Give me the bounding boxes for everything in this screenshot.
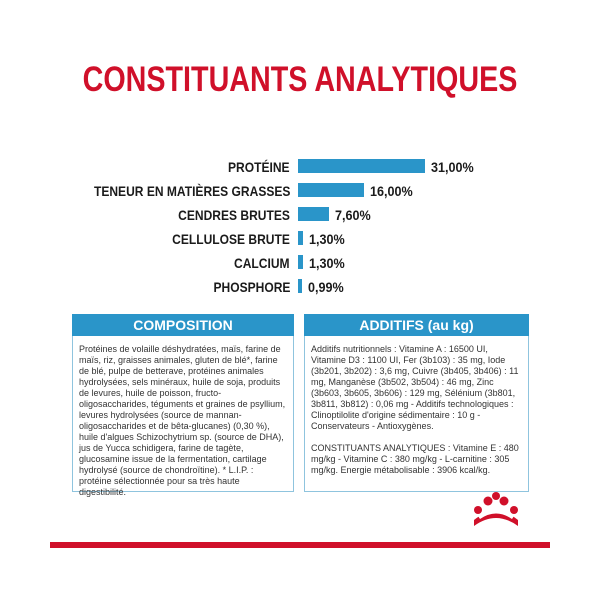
bottom-divider	[50, 542, 550, 548]
additifs-body	[304, 336, 529, 492]
page-title: CONSTITUANTS ANALYTIQUES	[82, 60, 518, 99]
composition-text: Protéines de volaille déshydratées, maïs, farine de maïs, riz, graisses animales, gluten de blé*, farine de blé, pulpe de betterave, protéines animales hydrolysées, sels minéraux, huile de soja, produits de levures, huile de poisson, fructo-oligosaccharides, téguments et graines de psyllium, levures hydrolysées (source de mannan-oligosaccharides et de bêta-glucanes) (0,30 %), huile d'algues Schizochytrium sp. (source de DHA), jus de Yucca schidigera, farine de tagète, glucosamine issue de la fermentation, cartilage hydrolysé (source de chondroïtine). * L.I.P. : protéine sélectionnée pour sa très haute digestibilité.	[79, 344, 286, 497]
constituent-label: CENDRES BRUTES	[178, 207, 290, 223]
constituent-value: 16,00%	[369, 183, 413, 199]
additifs-panel	[304, 314, 529, 492]
constituent-row-cellulose	[0, 229, 600, 249]
constituent-row-phosphore	[0, 277, 600, 297]
constituent-label: PROTÉINE	[228, 159, 290, 175]
constituent-bar	[298, 207, 329, 221]
constituent-label: PHOSPHORE	[213, 279, 290, 295]
constituent-value: 0,99%	[308, 279, 344, 295]
constituent-value: 1,30%	[309, 231, 346, 247]
additifs-text: Additifs nutritionnels : Vitamine A : 16500 UI, Vitamine D3 : 1100 UI, Fer (3b103) : 35 mg, Iode (3b201, 3b202) : 3,6 mg, Cuivre (3b405, 3b406) : 11 mg, Manganèse (3b502, 3b504) : 46 mg, Zinc (3b603, 3b605, 3b606) : 129 mg, Sélénium (3b801, 3b811, 3b812) : 0,06 mg - Additifs technologiques : Clinoptilolite d'origine sédimentaire : 10 g - Conservateurs - Antioxygènes.	[311, 344, 519, 431]
constituent-row-proteine	[0, 157, 600, 177]
constituent-label: CELLULOSE BRUTE	[172, 231, 290, 247]
constituent-row-matieres-grasses	[0, 181, 600, 201]
constituent-bar	[298, 183, 364, 197]
constituent-row-calcium	[0, 253, 600, 273]
constituent-bar	[298, 231, 303, 245]
constituent-label: TENEUR EN MATIÈRES GRASSES	[93, 183, 290, 199]
constituent-value: 31,00%	[431, 159, 474, 175]
constituent-bar	[298, 255, 303, 269]
constituent-value: 1,30%	[309, 255, 346, 271]
additifs-header: ADDITIFS (au kg)	[304, 314, 529, 336]
constituent-label: CALCIUM	[234, 255, 290, 271]
constituent-bar	[298, 159, 425, 173]
composition-panel	[72, 314, 294, 497]
royal-canin-crown-logo-icon	[468, 490, 524, 530]
composition-body	[72, 336, 294, 497]
constituent-row-cendres	[0, 205, 600, 225]
composition-header: COMPOSITION	[72, 314, 294, 336]
constituent-value: 7,60%	[335, 207, 371, 223]
constituent-bar	[298, 279, 302, 293]
additifs-constituants-text: CONSTITUANTS ANALYTIQUES : Vitamine E : 480 mg/kg - Vitamine C : 380 mg/kg - L-carnitine : 305 mg/kg. Energie métabolisable : 3906 kcal/kg.	[311, 443, 519, 475]
